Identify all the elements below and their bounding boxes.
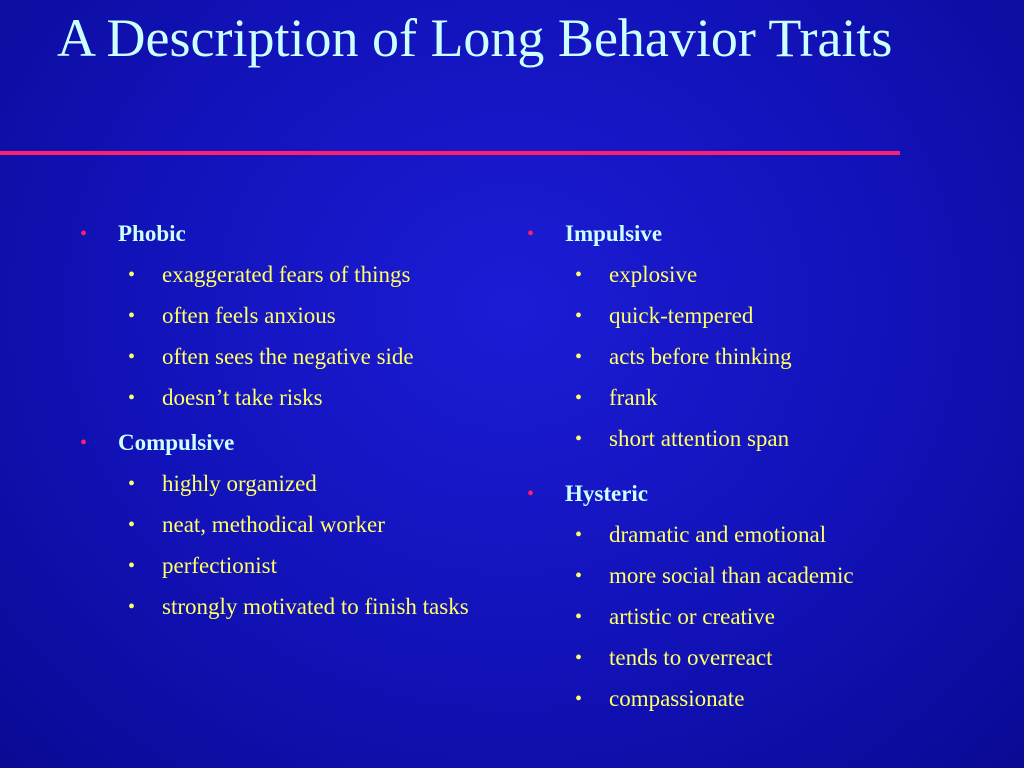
trait-heading bbox=[525, 218, 995, 250]
trait-heading-label: Impulsive bbox=[565, 221, 663, 246]
trait-item-label: explosive bbox=[609, 262, 698, 287]
trait-item bbox=[525, 340, 995, 374]
trait-item bbox=[525, 682, 995, 716]
trait-item bbox=[525, 518, 995, 552]
bullet-icon: • bbox=[575, 305, 583, 327]
trait-item bbox=[525, 600, 995, 634]
trait-item-label: highly organized bbox=[162, 471, 317, 496]
trait-item-label: more social than academic bbox=[609, 563, 854, 588]
trait-group-compulsive bbox=[78, 427, 508, 624]
trait-group-phobic bbox=[78, 218, 508, 415]
title-divider bbox=[0, 151, 900, 155]
trait-list bbox=[525, 258, 995, 456]
trait-item-label: strongly motivated to finish tasks bbox=[162, 594, 469, 619]
bullet-icon: • bbox=[575, 688, 583, 710]
trait-item-label: dramatic and emotional bbox=[609, 522, 827, 547]
bullet-icon: • bbox=[575, 428, 583, 450]
trait-item bbox=[525, 422, 995, 456]
trait-item bbox=[78, 258, 508, 292]
trait-item-label: acts before thinking bbox=[609, 344, 792, 369]
trait-item bbox=[78, 299, 508, 333]
trait-item-label: often sees the negative side bbox=[162, 344, 414, 369]
right-column bbox=[525, 218, 995, 728]
bullet-icon: • bbox=[575, 387, 583, 409]
bullet-icon: • bbox=[128, 514, 136, 536]
bullet-icon: • bbox=[575, 264, 583, 286]
trait-item-label: compassionate bbox=[609, 686, 745, 711]
trait-heading bbox=[78, 427, 508, 459]
bullet-icon: • bbox=[527, 483, 535, 505]
left-column bbox=[78, 218, 508, 636]
bullet-icon: • bbox=[575, 647, 583, 669]
bullet-icon: • bbox=[128, 555, 136, 577]
bullet-icon: • bbox=[575, 565, 583, 587]
trait-item-label: perfectionist bbox=[162, 553, 277, 578]
bullet-icon: • bbox=[80, 223, 88, 245]
trait-item bbox=[525, 381, 995, 415]
bullet-icon: • bbox=[128, 346, 136, 368]
bullet-icon: • bbox=[128, 305, 136, 327]
bullet-icon: • bbox=[575, 346, 583, 368]
bullet-icon: • bbox=[128, 387, 136, 409]
trait-list bbox=[78, 258, 508, 415]
bullet-icon: • bbox=[527, 223, 535, 245]
trait-item-label: artistic or creative bbox=[609, 604, 776, 629]
trait-item bbox=[78, 381, 508, 415]
bullet-icon: • bbox=[128, 596, 136, 618]
trait-item bbox=[78, 549, 508, 583]
trait-item bbox=[78, 467, 508, 501]
trait-item-label: often feels anxious bbox=[162, 303, 336, 328]
trait-group-hysteric bbox=[525, 478, 995, 716]
slide-title: A Description of Long Behavior Traits bbox=[57, 8, 893, 68]
trait-item bbox=[78, 340, 508, 374]
trait-item-label: doesn’t take risks bbox=[162, 385, 323, 410]
trait-heading-label: Hysteric bbox=[565, 481, 649, 506]
trait-item bbox=[525, 299, 995, 333]
trait-item-label: quick-tempered bbox=[609, 303, 754, 328]
trait-item-label: tends to overreact bbox=[609, 645, 773, 670]
trait-item bbox=[78, 508, 508, 542]
trait-item bbox=[78, 590, 508, 624]
trait-item-label: frank bbox=[609, 385, 658, 410]
trait-item-label: short attention span bbox=[609, 426, 790, 451]
trait-heading-label: Compulsive bbox=[118, 430, 235, 455]
bullet-icon: • bbox=[575, 524, 583, 546]
trait-item bbox=[525, 641, 995, 675]
trait-item bbox=[525, 258, 995, 292]
bullet-icon: • bbox=[80, 432, 88, 454]
bullet-icon: • bbox=[128, 264, 136, 286]
bullet-icon: • bbox=[128, 473, 136, 495]
trait-heading bbox=[525, 478, 995, 510]
trait-heading bbox=[78, 218, 508, 250]
trait-item-label: exaggerated fears of things bbox=[162, 262, 411, 287]
trait-list bbox=[525, 518, 995, 716]
bullet-icon: • bbox=[575, 606, 583, 628]
trait-item bbox=[525, 559, 995, 593]
trait-item-label: neat, methodical worker bbox=[162, 512, 385, 537]
trait-group-impulsive bbox=[525, 218, 995, 456]
trait-heading-label: Phobic bbox=[118, 221, 186, 246]
trait-list bbox=[78, 467, 508, 624]
